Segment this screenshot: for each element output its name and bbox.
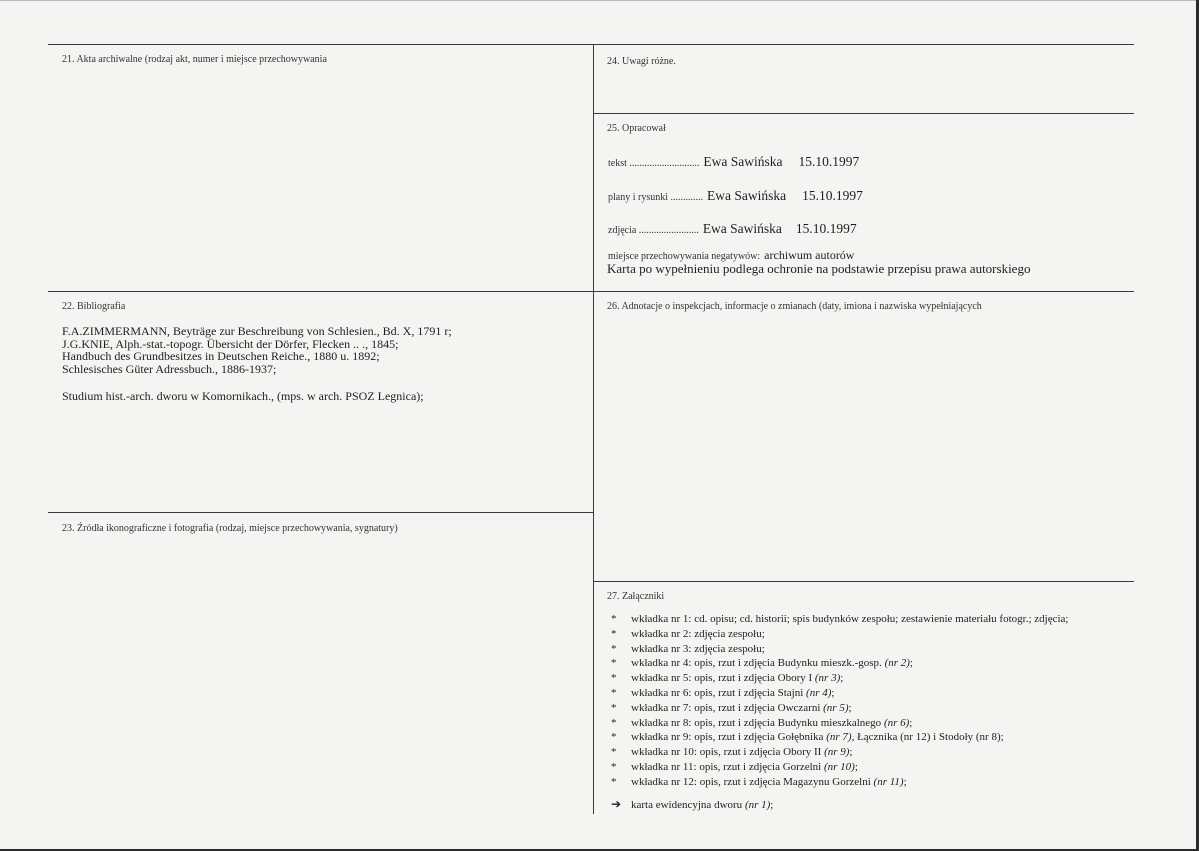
section-24-title: 24. Uwagi różne. [607, 56, 676, 67]
attachment-text: wkładka nr 3: zdjęcia zespołu; [631, 642, 765, 655]
list-item [611, 746, 1068, 761]
attachment-tail: ; [831, 686, 835, 699]
attachment-text: wkładka nr 1: cd. opisu; cd. historii; spis budynków zespołu; zestawienie materiału fotogr.; zdjęcia; [631, 613, 1069, 625]
list-item [611, 643, 1068, 658]
section-25-title: 25. Opracował [607, 123, 666, 134]
rule-26-27 [593, 581, 1134, 582]
author-photos-row [608, 220, 857, 238]
author-plans-date: 15.10.1997 [802, 188, 863, 203]
asterisk-icon: * [611, 701, 617, 714]
asterisk-icon: * [611, 746, 617, 759]
rule-top [48, 44, 1134, 45]
list-item [611, 628, 1068, 643]
author-text-label: tekst ............................ [608, 158, 700, 169]
evidence-card-text: karta ewidencyjna dworu [631, 799, 743, 811]
author-plans-label: plany i rysunki ............. [608, 192, 703, 203]
list-item [611, 731, 1068, 746]
asterisk-icon: * [611, 672, 617, 685]
list-item [611, 613, 1068, 628]
negatives-location-label: miejsce przechowywania negatywów: [608, 251, 761, 262]
attachment-tail: ; [903, 775, 907, 788]
attachment-tail: ; [840, 672, 844, 685]
attachment-text: wkładka nr 4: opis, rzut i zdjęcia Budynku mieszk.-gosp. [631, 657, 882, 670]
attachment-ref: (nr 5) [823, 701, 849, 714]
rule-22-23 [48, 512, 593, 513]
section-23-title: 23. Źródła ikonograficzne i fotografia (rodzaj, miejsce przechowywania, sygnatury) [62, 523, 398, 534]
attachment-text: wkładka nr 9: opis, rzut i zdjęcia Gołębnika [631, 731, 824, 744]
author-text-date: 15.10.1997 [798, 154, 860, 169]
attachment-ref: (nr 9) [824, 746, 850, 759]
bibliography-line: Handbuch des Grundbesitzes in Deutschen Reiche., 1880 u. 1892; [62, 349, 380, 364]
attachment-ref: (nr 10) [823, 760, 855, 773]
attachment-tail: ; [848, 701, 852, 714]
evidence-card-reference [611, 797, 773, 811]
copyright-notice: Karta po wypełnieniu podlega ochronie na podstawie przepisu prawa autorskiego [607, 261, 1031, 276]
list-item [611, 761, 1068, 776]
author-photos-label: zdjęcia ........................ [608, 225, 699, 236]
rule-center [593, 44, 594, 814]
evidence-card-ref: (nr 1) [744, 799, 771, 811]
evidence-card-tail: ; [770, 799, 774, 811]
attachment-tail: ; [849, 746, 853, 759]
asterisk-icon: * [611, 775, 617, 788]
author-plans-row [608, 187, 863, 205]
author-plans-name: Ewa Sawińska [707, 188, 787, 203]
attachment-text: wkładka nr 11: opis, rzut i zdjęcia Gorzelni [631, 760, 822, 773]
list-item [611, 702, 1068, 717]
attachments-list [611, 613, 1068, 791]
attachment-text: wkładka nr 5: opis, rzut i zdjęcia Obory I [631, 672, 813, 685]
section-21-title: 21. Akta archiwalne (rodzaj akt, numer i miejsce przechowywania [62, 54, 327, 65]
attachment-tail: ; [854, 760, 858, 773]
negatives-location-value: archiwum autorów [764, 248, 855, 262]
attachment-ref: (nr 3) [814, 672, 841, 685]
attachment-text: wkładka nr 7: opis, rzut i zdjęcia Owczarni [631, 701, 821, 714]
rule-24-25 [593, 113, 1134, 114]
list-item [611, 657, 1068, 672]
author-photos-date: 15.10.1997 [795, 221, 857, 236]
bibliography-line: J.G.KNIE, Alph.-stat.-topogr. Übersicht der Dörfer, Flecken .. ., 1845; [62, 336, 399, 351]
attachment-tail: ; [909, 716, 913, 729]
attachment-text: wkładka nr 2: zdjęcia zespołu; [631, 627, 765, 640]
attachment-text: wkładka nr 12: opis, rzut i zdjęcia Magazynu Gorzelni [631, 775, 871, 788]
attachment-text: wkładka nr 8: opis, rzut i zdjęcia Budynku mieszkalnego [631, 716, 882, 729]
attachment-text: wkładka nr 6: opis, rzut i zdjęcia Stajni [631, 686, 804, 699]
rule-21-22 [48, 291, 1134, 292]
attachment-text: wkładka nr 10: opis, rzut i zdjęcia Obory II [631, 746, 822, 759]
section-22-title: 22. Bibliografia [62, 301, 126, 312]
arrow-right-icon: ➔ [611, 797, 622, 811]
attachment-ref: (nr 4) [806, 686, 832, 699]
bibliography-line: Schlesisches Güter Adressbuch., 1886-1937; [62, 361, 277, 376]
asterisk-icon: * [611, 642, 617, 655]
author-photos-name: Ewa Sawińska [702, 221, 782, 236]
bibliography-line: F.A.ZIMMERMANN, Beyträge zur Beschreibung von Schlesien., Bd. X, 1791 r; [62, 324, 452, 338]
attachment-ref: (nr 11) [873, 775, 904, 788]
asterisk-icon: * [611, 657, 617, 670]
asterisk-icon: * [611, 627, 617, 640]
author-text-row [608, 153, 859, 171]
attachment-tail: ; [909, 657, 913, 670]
section-26-title: 26. Adnotacje o inspekcjach, informacje o zmianach (daty, imiona i nazwiska wypełniających [607, 301, 982, 312]
bibliography-study: Studium hist.-arch. dworu w Komornikach., (mps. w arch. PSOZ Legnica); [62, 389, 424, 403]
asterisk-icon: * [611, 716, 617, 729]
asterisk-icon: * [611, 613, 617, 625]
asterisk-icon: * [611, 686, 617, 699]
attachment-ref: (nr 7) [826, 731, 852, 744]
attachment-ref: (nr 2) [884, 657, 910, 670]
list-item [611, 717, 1068, 732]
list-item [611, 687, 1068, 702]
list-item [611, 776, 1068, 791]
attachment-tail: , Łącznika (nr 12) i Stodoły (nr 8); [851, 731, 1004, 744]
section-27-title: 27. Załączniki [607, 591, 665, 602]
bibliography-list [62, 325, 452, 375]
author-text-name: Ewa Sawińska [703, 154, 783, 169]
asterisk-icon: * [611, 760, 617, 773]
asterisk-icon: * [611, 731, 617, 744]
scan-edge-top [0, 0, 1199, 1]
attachment-ref: (nr 6) [883, 716, 910, 729]
list-item [611, 672, 1068, 687]
